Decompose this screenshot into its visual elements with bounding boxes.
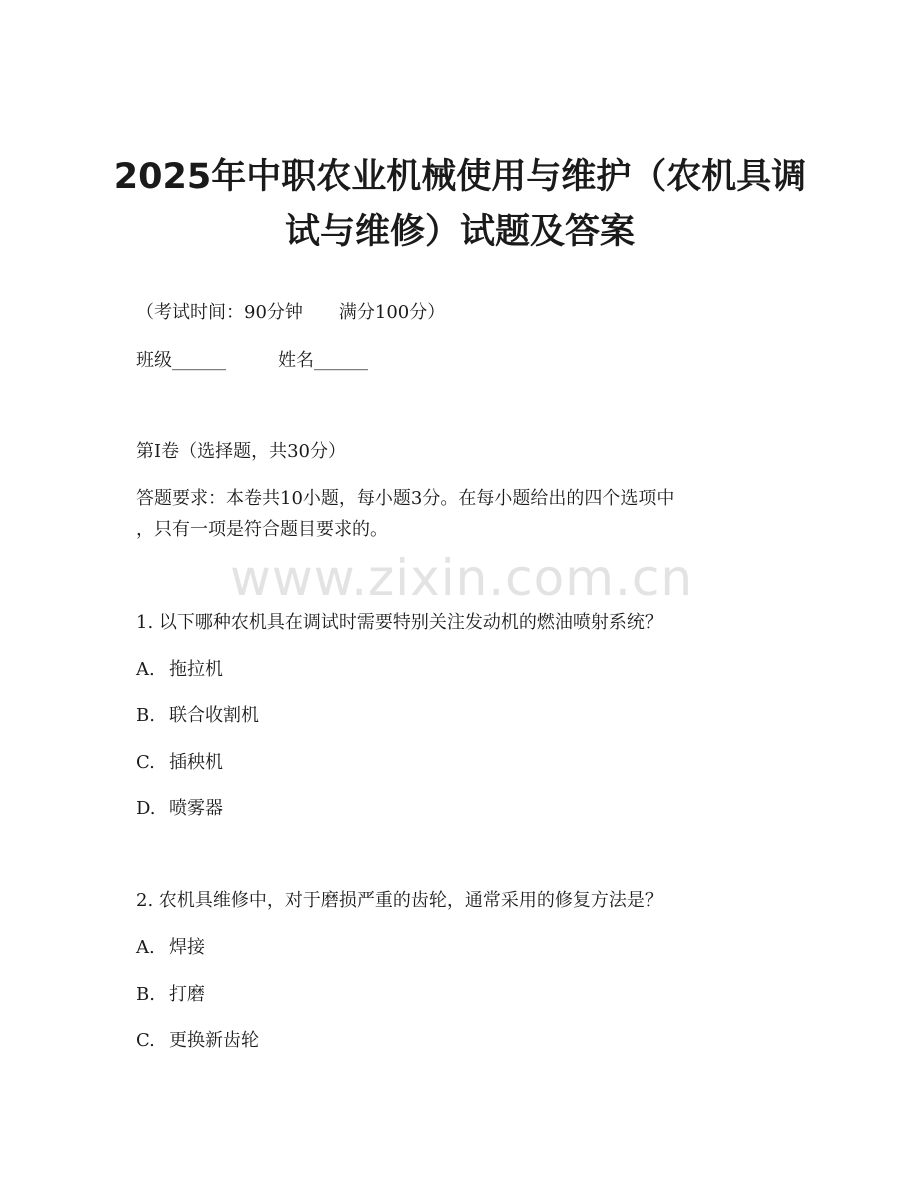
option-item [136,658,223,682]
option-label: A. [136,659,155,680]
student-fields [136,349,368,373]
option-item [136,983,205,1007]
question-stem: 1. 以下哪种农机具在调试时需要特别关注发动机的燃油喷射系统？ [136,612,663,633]
option-text: 插秧机 [169,752,223,773]
question-stem: 2. 农机具维修中，对于磨损严重的齿轮，通常采用的修复方法是？ [136,890,663,911]
option-item [136,704,259,728]
document-title [60,150,860,260]
option-label: C. [136,752,155,773]
exam-score: 满分100分） [338,302,446,323]
title-line-1: 2025年中职农业机械使用与维护（农机具调 [113,157,807,197]
class-field: 班级______ [136,350,226,371]
option-label: B. [136,984,155,1005]
option-item [136,936,205,960]
option-label: D. [136,798,156,819]
instructions-line-2: ，只有一项是符合题目要求的。 [136,519,388,540]
name-field: 姓名______ [278,350,368,371]
option-label: C. [136,1030,155,1051]
option-text: 拖拉机 [169,659,223,680]
option-label: A. [136,937,155,958]
option-text: 更换新齿轮 [169,1030,259,1051]
option-text: 喷雾器 [169,798,223,819]
option-text: 联合收割机 [169,705,259,726]
option-text: 打磨 [169,984,205,1005]
exam-info [136,301,445,325]
watermark: www.zixin.com.cn [230,549,694,607]
option-item [136,751,223,775]
option-item [136,1029,259,1053]
instructions-line-1: 答题要求：本卷共10小题，每小题3分。在每小题给出的四个选项中 [136,488,675,509]
exam-time: （考试时间：90分钟 [136,302,303,323]
section-heading: 第I卷（选择题，共30分） [136,441,347,462]
option-text: 焊接 [169,937,205,958]
option-item [136,797,223,821]
title-line-2: 试与维修）试题及答案 [284,212,635,252]
option-label: B. [136,705,155,726]
